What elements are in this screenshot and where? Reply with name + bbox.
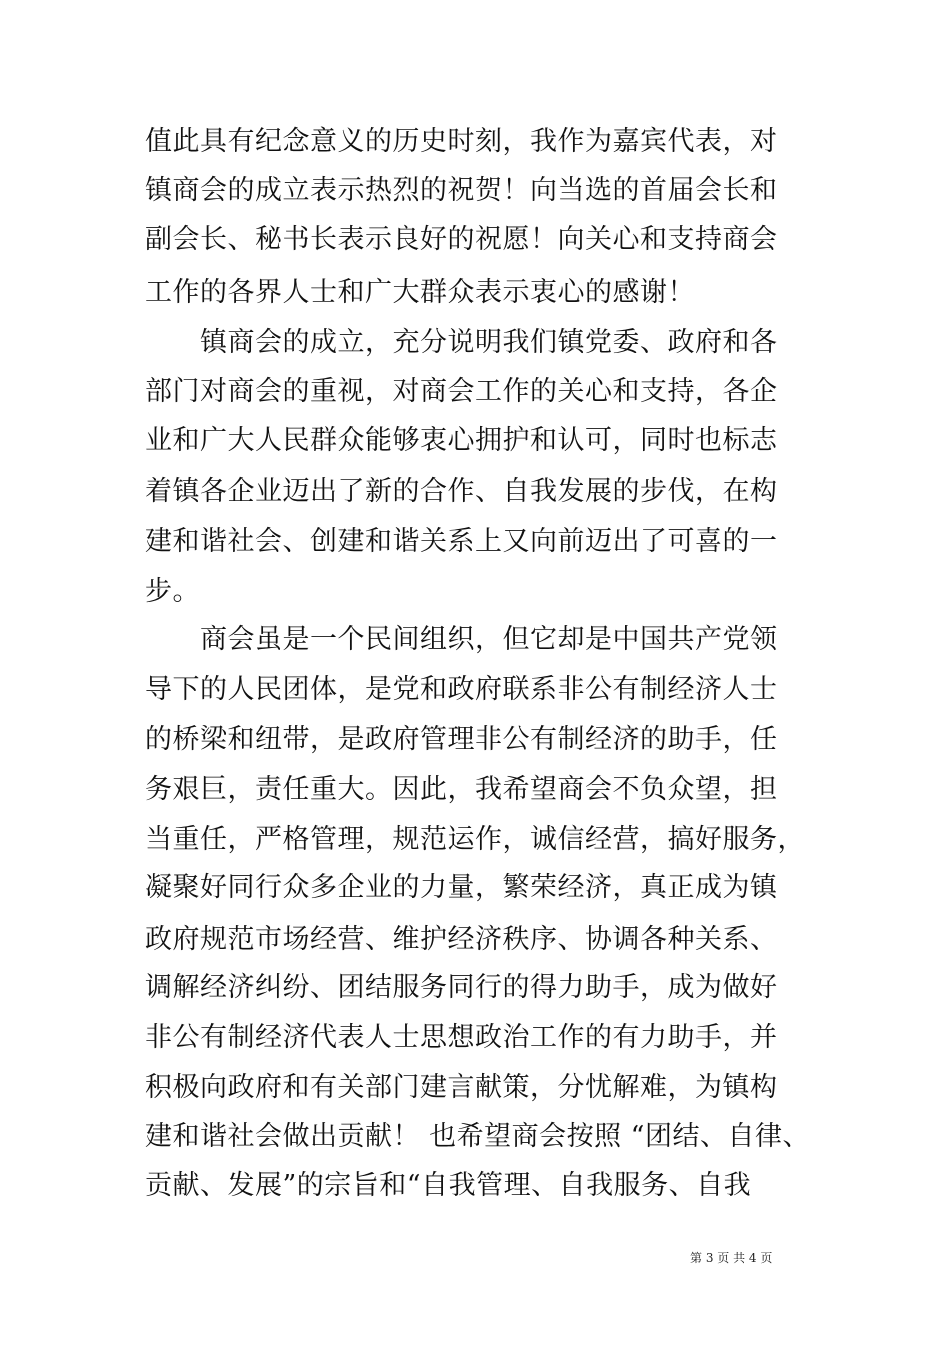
text-line: 政府规范市场经营、维护经济秩序、协调各种关系、 [145,924,778,955]
text-line: 值此具有纪念意义的历史时刻，我作为嘉宾代表，对 [145,126,778,157]
text-line: 建和谐社会、创建和谐关系上又向前迈出了可喜的一 [145,526,778,557]
text-line: 副会长、秘书长表示良好的祝愿！向关心和支持商会 [145,224,778,255]
text-line: 工作的各界人士和广大群众表示衷心的感谢！ [145,277,695,308]
text-line: 当重任，严格管理，规范运作，诚信经营，搞好服务， [145,824,805,855]
text-line: 的桥梁和纽带，是政府管理非公有制经济的助手，任 [145,724,778,755]
text-line: 凝聚好同行众多企业的力量，繁荣经济，真正成为镇 [145,872,778,903]
text-line: 部门对商会的重视，对商会工作的关心和支持，各企 [145,376,778,407]
text-line: 镇商会的成立表示热烈的祝贺！向当选的首届会长和 [145,175,778,206]
text-line: 非公有制经济代表人士思想政治工作的有力助手，并 [145,1022,778,1053]
text-line: 贡献、发展”的宗旨和“自我管理、自我服务、自我 [145,1170,752,1201]
text-line: 务艰巨，责任重大。因此，我希望商会不负众望，担 [145,774,778,805]
text-line: 导下的人民团体，是党和政府联系非公有制经济人士 [145,674,778,705]
text-line: 着镇各企业迈出了新的合作、自我发展的步伐，在构 [145,476,778,507]
text-line: 商会虽是一个民间组织，但它却是中国共产党领 [145,624,778,655]
text-line: 建和谐社会做出贡献！ 也希望商会按照 “团结、自律、 [145,1121,810,1152]
page-number: 第 3 页 共 4 页 [690,1251,773,1265]
text-line: 业和广大人民群众能够衷心拥护和认可，同时也标志 [145,425,778,456]
text-line: 积极向政府和有关部门建言献策，分忧解难，为镇构 [145,1072,778,1103]
text-line: 调解经济纠纷、团结服务同行的得力助手，成为做好 [145,972,778,1003]
text-line: 步。 [145,576,200,607]
text-line: 镇商会的成立，充分说明我们镇党委、政府和各 [145,327,778,358]
